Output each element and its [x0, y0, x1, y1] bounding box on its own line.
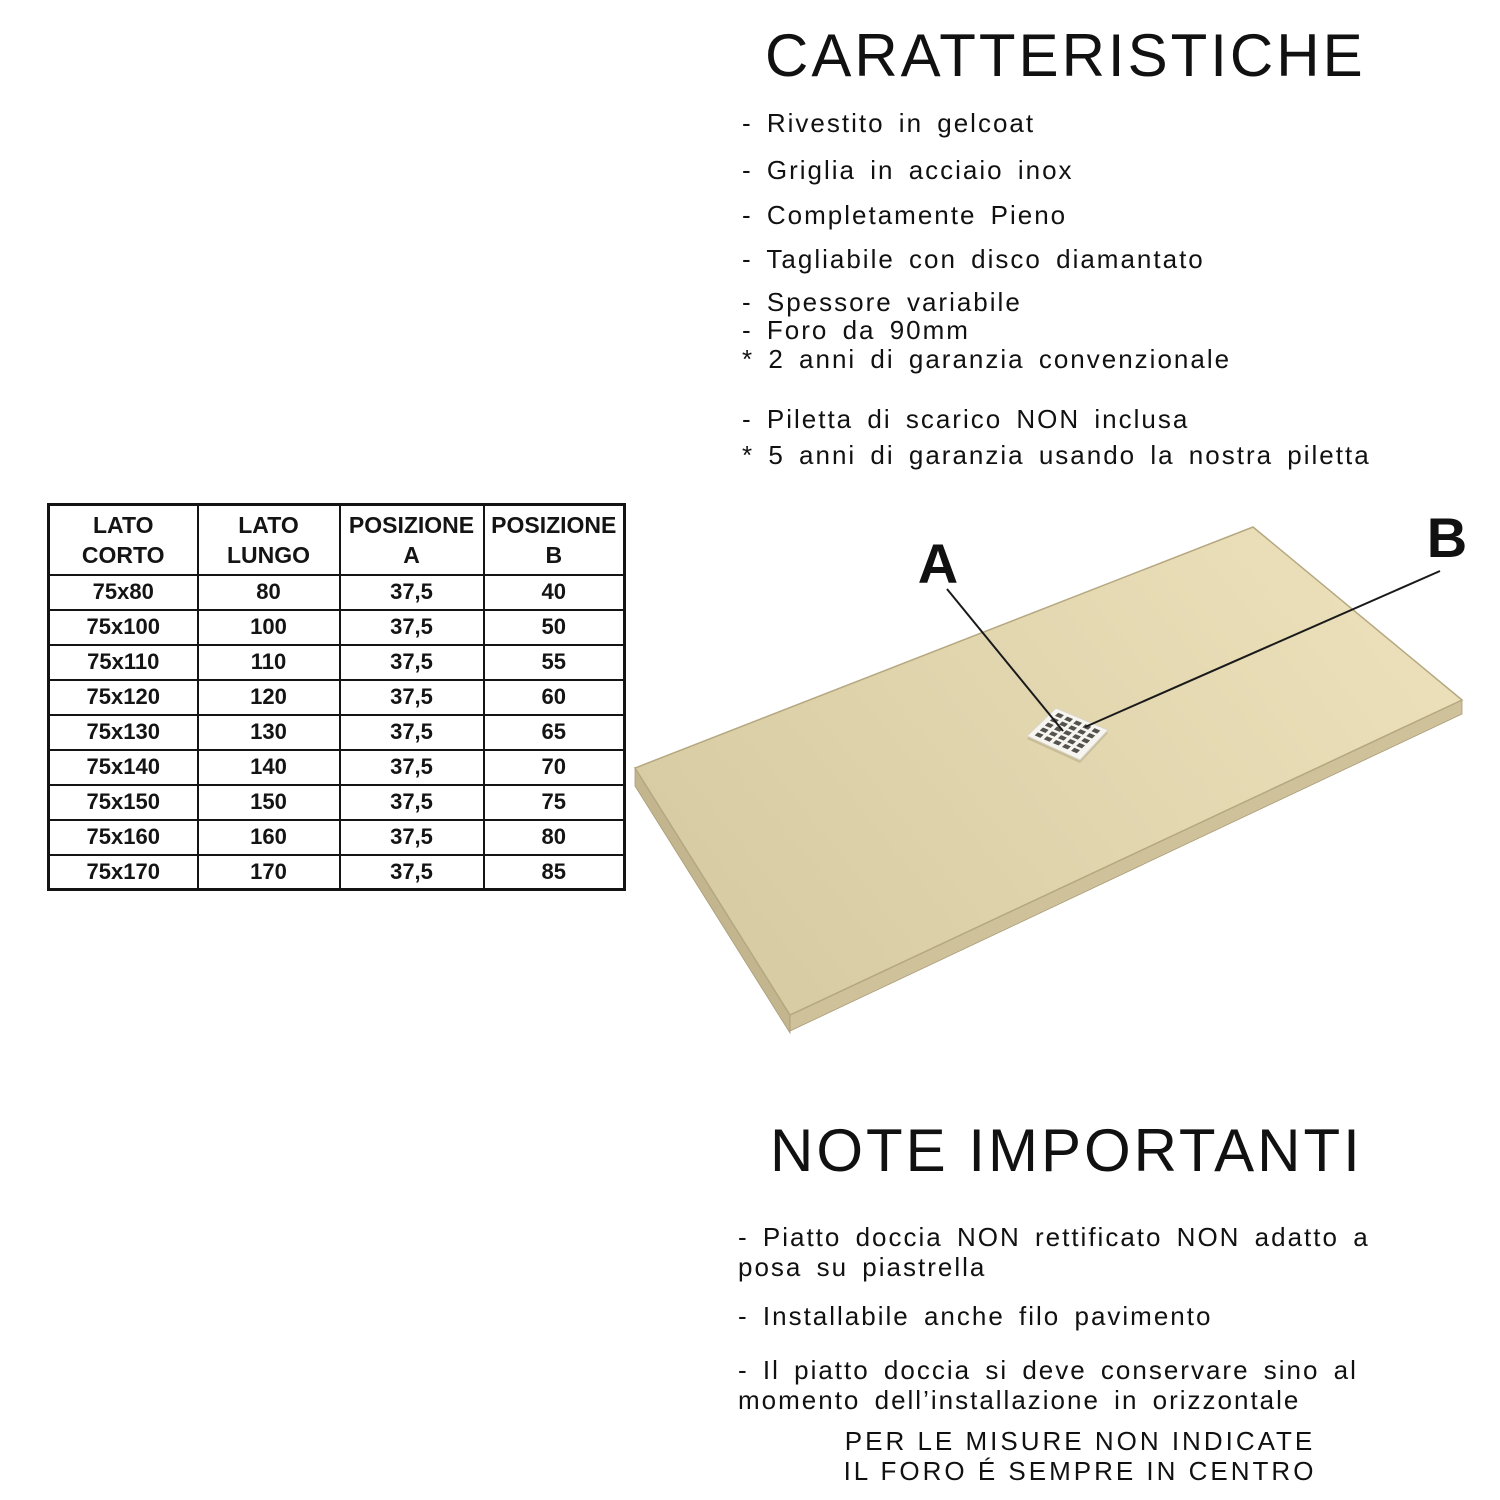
- table-cell: 85: [484, 855, 625, 890]
- header-line: A: [403, 541, 420, 568]
- characteristic-item: - Completamente Pieno: [742, 200, 1068, 230]
- table-cell: 80: [198, 575, 340, 610]
- table-cell: 75x130: [49, 715, 198, 750]
- note-item: momento dell’installazione in orizzontale: [738, 1385, 1301, 1415]
- table-cell: 75x150: [49, 785, 198, 820]
- table-row: [49, 680, 625, 715]
- table-cell: 75x140: [49, 750, 198, 785]
- table-cell: 75x120: [49, 680, 198, 715]
- table-cell: 75: [484, 785, 625, 820]
- characteristic-item: * 2 anni di garanzia convenzionale: [742, 344, 1232, 374]
- table-cell: 75x170: [49, 855, 198, 890]
- header-line: LUNGO: [226, 541, 311, 568]
- table-cell: 110: [198, 645, 340, 680]
- table-cell: 80: [484, 820, 625, 855]
- table-cell: 70: [484, 750, 625, 785]
- note-item: posa su piastrella: [738, 1252, 987, 1282]
- table-cell: 37,5: [340, 855, 484, 890]
- note-footer-line: IL FORO É SEMPRE IN CENTRO: [843, 1456, 1317, 1486]
- note-footer-line: PER LE MISURE NON INDICATE: [844, 1426, 1316, 1456]
- table-cell: 37,5: [340, 785, 484, 820]
- characteristic-item: - Griglia in acciaio inox: [742, 155, 1074, 185]
- table-cell: 50: [484, 610, 625, 645]
- table-cell: 75x110: [49, 645, 198, 680]
- table-row: [49, 820, 625, 855]
- table-row: [49, 855, 625, 890]
- characteristics-title: CARATTERISTICHE: [765, 22, 1366, 89]
- table-cell: 60: [484, 680, 625, 715]
- col-header-lato-lungo: [198, 505, 340, 575]
- table-row: [49, 645, 625, 680]
- header-line: B: [545, 541, 563, 568]
- label-b: B: [1426, 506, 1468, 569]
- table-cell: 160: [198, 820, 340, 855]
- label-a: A: [917, 532, 959, 595]
- table-row: [49, 610, 625, 645]
- size-position-table: [47, 503, 626, 891]
- notes-title: NOTE IMPORTANTI: [770, 1117, 1363, 1184]
- characteristic-item: - Rivestito in gelcoat: [742, 108, 1036, 138]
- table-row: [49, 575, 625, 610]
- characteristic-item: - Foro da 90mm: [742, 315, 970, 345]
- table-cell: 75x80: [49, 575, 198, 610]
- table-cell: 170: [198, 855, 340, 890]
- table-cell: 120: [198, 680, 340, 715]
- table-row: [49, 715, 625, 750]
- table-cell: 65: [484, 715, 625, 750]
- characteristic-item: - Tagliabile con disco diamantato: [742, 244, 1205, 274]
- table-cell: 40: [484, 575, 625, 610]
- table-cell: 37,5: [340, 715, 484, 750]
- note-item: - Piatto doccia NON rettificato NON adatto a: [738, 1222, 1370, 1252]
- table-row: [49, 785, 625, 820]
- table-cell: 37,5: [340, 575, 484, 610]
- characteristic-item: - Piletta di scarico NON inclusa: [742, 404, 1190, 434]
- table-cell: 37,5: [340, 820, 484, 855]
- table-cell: 140: [198, 750, 340, 785]
- table-row: [49, 750, 625, 785]
- table-header-row: [49, 505, 625, 575]
- header-line: LATO: [238, 511, 299, 538]
- table-cell: 55: [484, 645, 625, 680]
- characteristic-item: * 5 anni di garanzia usando la nostra piletta: [742, 440, 1371, 470]
- table-cell: 37,5: [340, 645, 484, 680]
- table-cell: 130: [198, 715, 340, 750]
- header-line: CORTO: [81, 541, 165, 568]
- header-line: POSIZIONE: [491, 511, 617, 538]
- note-item: - Installabile anche filo pavimento: [738, 1301, 1213, 1331]
- table-cell: 37,5: [340, 610, 484, 645]
- header-line: POSIZIONE: [348, 511, 475, 538]
- col-header-posizione-a: [340, 505, 484, 575]
- shower-tray-diagram: [600, 480, 1500, 1080]
- table-cell: 150: [198, 785, 340, 820]
- table-cell: 75x160: [49, 820, 198, 855]
- table-cell: 100: [198, 610, 340, 645]
- header-line: LATO: [93, 511, 154, 538]
- col-header-lato-corto: [49, 505, 198, 575]
- note-item: - Il piatto doccia si deve conservare sino al: [738, 1355, 1358, 1385]
- table-cell: 37,5: [340, 680, 484, 715]
- table-cell: 37,5: [340, 750, 484, 785]
- table-cell: 75x100: [49, 610, 198, 645]
- characteristic-item: - Spessore variabile: [742, 287, 1022, 317]
